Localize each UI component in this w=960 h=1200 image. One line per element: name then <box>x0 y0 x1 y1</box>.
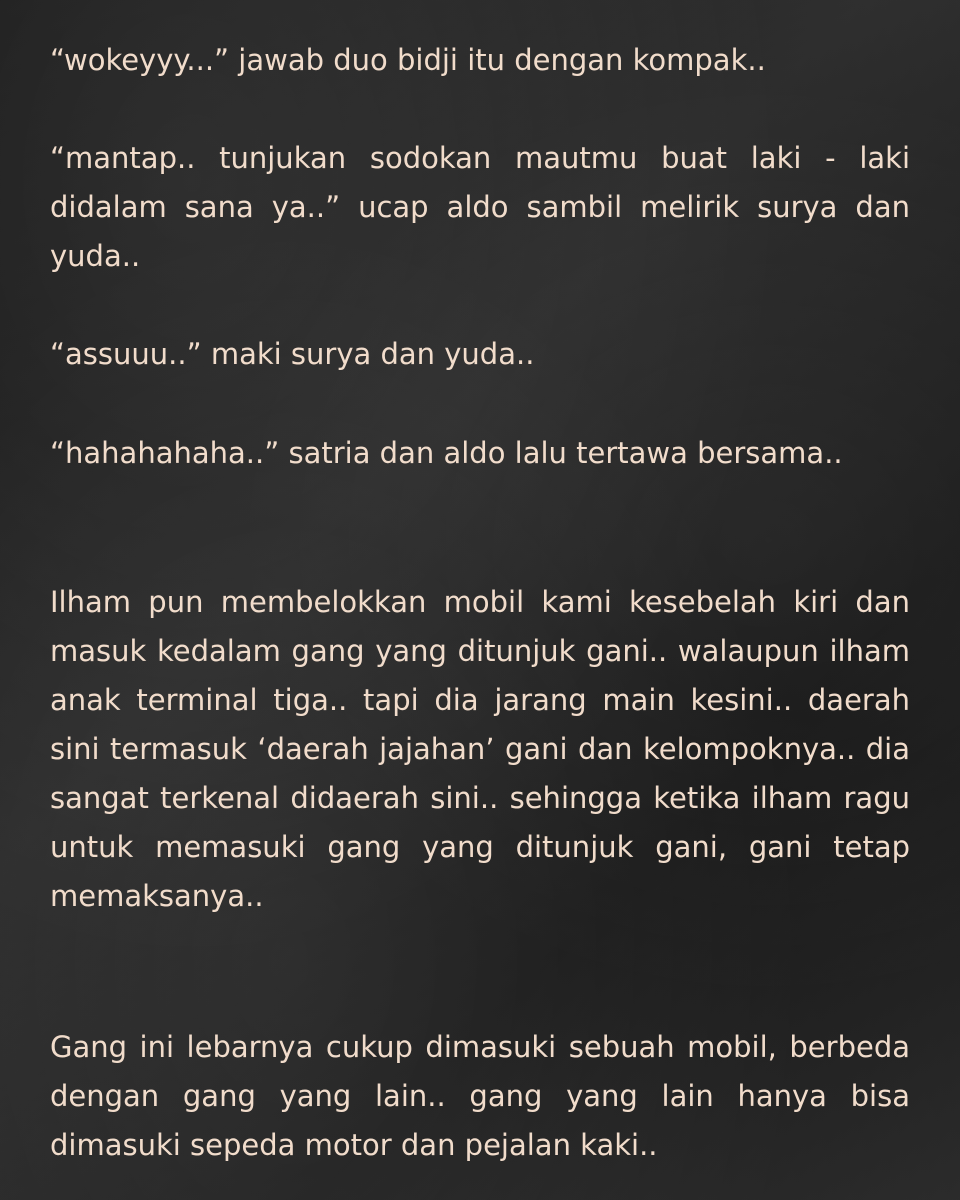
paragraph-dialogue-wokeyyy: “wokeyyy...” jawab duo bidji itu dengan kompak.. <box>50 43 766 77</box>
paragraph-narration-ilham: Ilham pun membelokkan mobil kami kesebelah kiri dan masuk kedalam gang yang ditunjuk gani.. walaupun ilham anak terminal tiga.. tapi dia jarang main kesini.. daerah sini termasuk ‘daerah jajahan’ gani dan kelompoknya.. dia sangat terkenal didaerah sini.. sehingga ketika ilham ragu untuk memasuki gang yang ditunjuk gani, gani tetap memaksanya.. <box>50 585 910 913</box>
paragraph-dialogue-assuuu: “assuuu..” maki surya dan yuda.. <box>50 337 535 371</box>
paragraph-dialogue-mantap: “mantap.. tunjukan sodokan mautmu buat laki - laki didalam sana ya..” ucap aldo sambil melirik surya dan yuda.. <box>50 141 910 273</box>
paragraph-narration-gang: Gang ini lebarnya cukup dimasuki sebuah mobil, berbeda dengan gang yang lain.. gang yang lain hanya bisa dimasuki sepeda motor dan pejalan kaki.. <box>50 1030 910 1162</box>
story-page <box>50 0 910 1200</box>
paragraph-dialogue-hahaha: “hahahahaha..” satria dan aldo lalu tertawa bersama.. <box>50 436 843 470</box>
